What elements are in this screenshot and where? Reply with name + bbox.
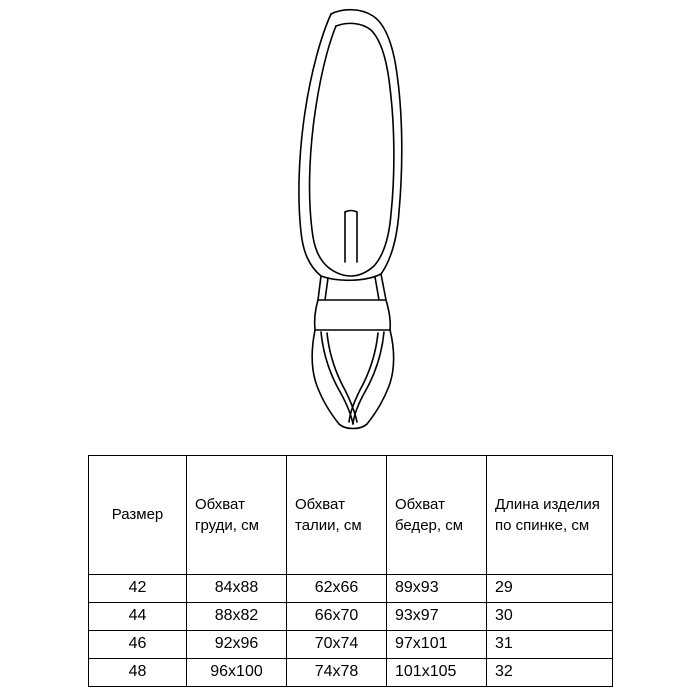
table-row [89,575,613,603]
table-row [89,659,613,687]
cell-length: 29 [487,575,613,603]
cell-size: 46 [89,631,187,659]
cell-hips: 97х101 [387,631,487,659]
table-header-row [89,456,613,575]
cell-hips: 101х105 [387,659,487,687]
cell-size: 44 [89,603,187,631]
table-row [89,631,613,659]
size-table [88,455,613,687]
cell-waist: 62х66 [287,575,387,603]
header-size: Размер [89,456,187,575]
cell-size: 48 [89,659,187,687]
cell-waist: 70х74 [287,631,387,659]
cell-length: 32 [487,659,613,687]
swimsuit-technical-drawing [235,0,465,450]
cell-chest: 92х96 [187,631,287,659]
cell-chest: 96х100 [187,659,287,687]
cell-waist: 74х78 [287,659,387,687]
header-length: Длина изделия по спинке, см [487,456,613,575]
header-waist: Обхват талии, см [287,456,387,575]
cell-hips: 89х93 [387,575,487,603]
cell-chest: 84х88 [187,575,287,603]
cell-waist: 66х70 [287,603,387,631]
cell-hips: 93х97 [387,603,487,631]
cell-chest: 88х82 [187,603,287,631]
cell-size: 42 [89,575,187,603]
header-chest: Обхват груди, см [187,456,287,575]
table-row [89,603,613,631]
cell-length: 30 [487,603,613,631]
header-hips: Обхват бедер, см [387,456,487,575]
cell-length: 31 [487,631,613,659]
